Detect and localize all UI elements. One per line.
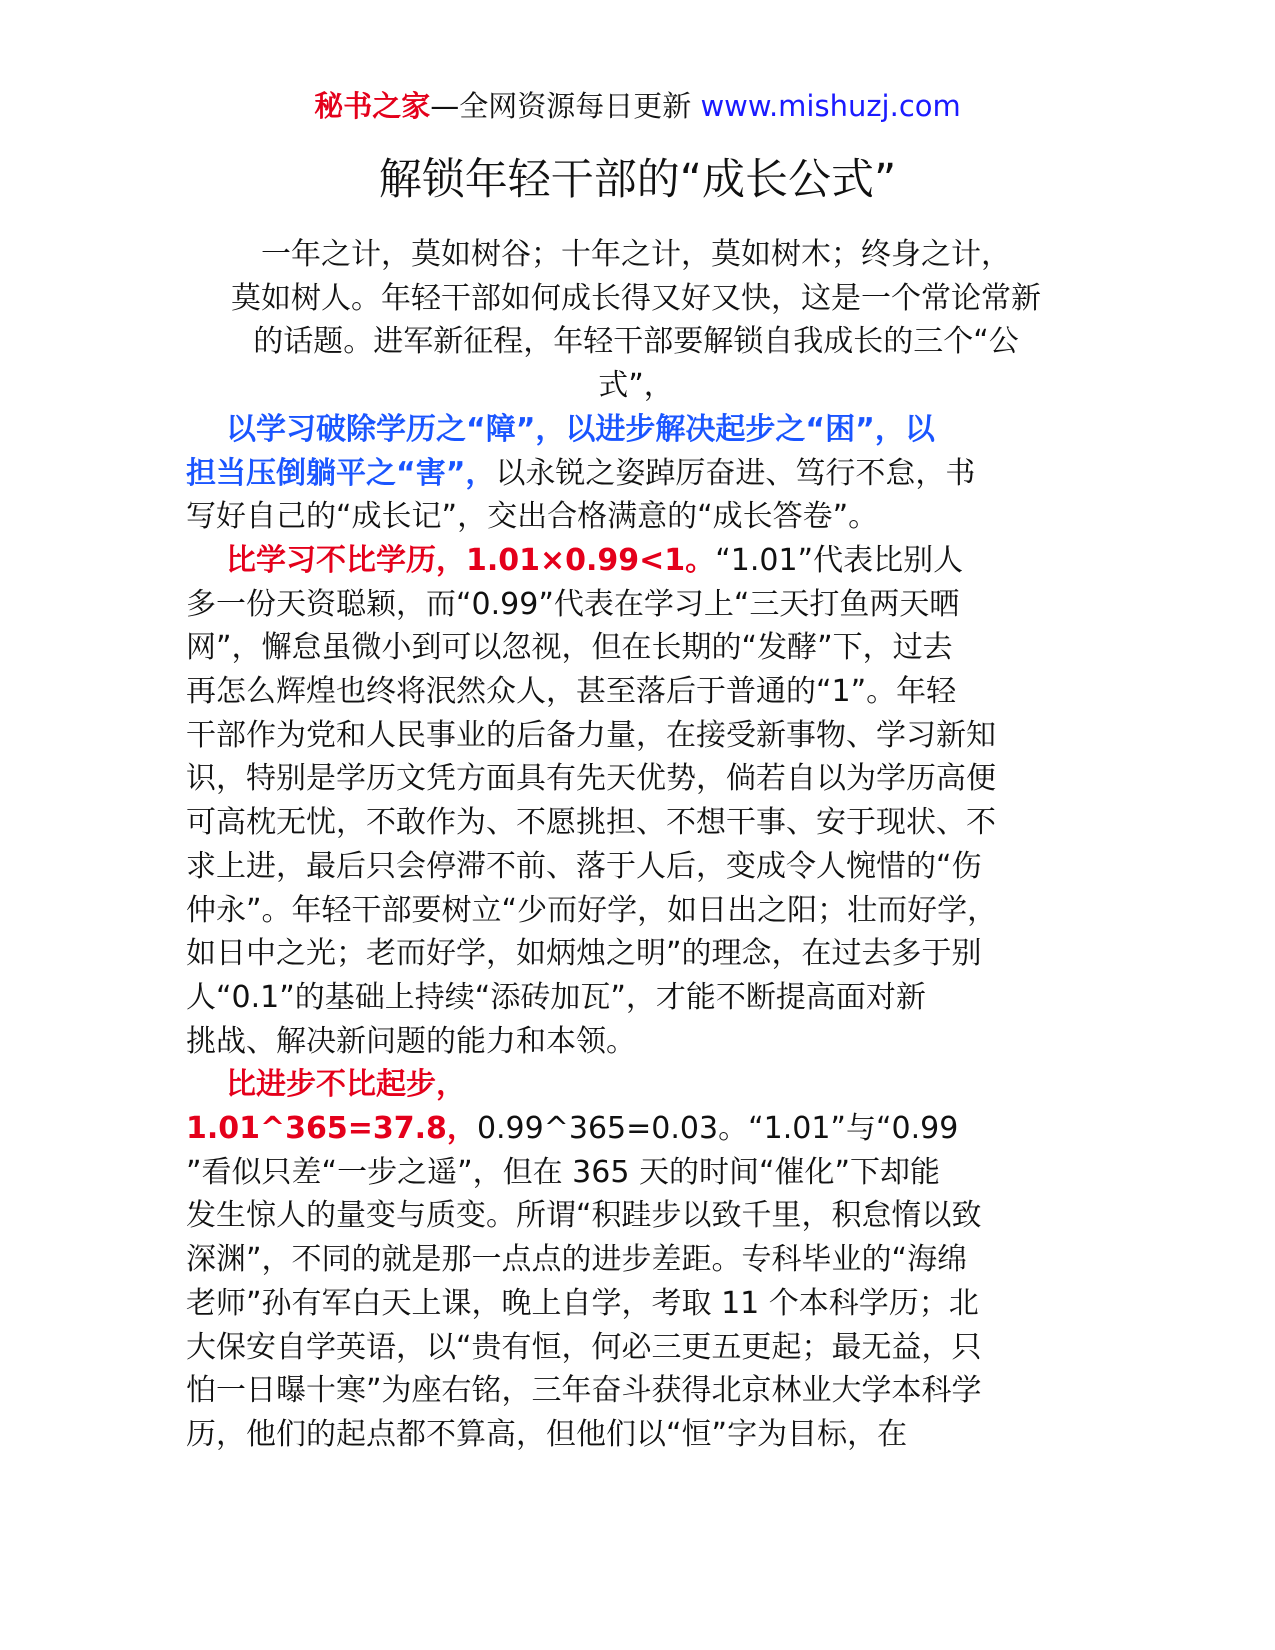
section-study-line: 再怎么辉煌也终将泯然众人，甚至落后于普通的“1”。年轻	[186, 674, 957, 710]
section-study-text: “1.01”代表比别人	[715, 542, 964, 578]
section-study-line: 识，特别是学历文凭方面具有先天优势，倘若自以为学历高便	[186, 761, 996, 797]
section-study-line: 人“0.1”的基础上持续“添砖加瓦”，才能不断提高面对新	[186, 979, 926, 1015]
section-study-line: 求上进，最后只会停滞不前、落于人后，变成令人惋惜的“伤	[186, 848, 982, 884]
intro-line: 一年之计，莫如树谷；十年之计，莫如树木；终身之计，	[261, 237, 1011, 272]
section-study-heading: 比学习不比学历，1.01×0.99<1。	[226, 542, 716, 578]
section-study-line: 干部作为党和人民事业的后备力量，在接受新事物、学习新知	[186, 717, 996, 753]
section-progress-formula: 1.01^365=37.8，	[186, 1111, 477, 1147]
article-title: 解锁年轻干部的“成长公式”	[378, 155, 897, 205]
intro-line: 的话题。进军新征程，年轻干部要解锁自我成长的三个“公	[253, 324, 1019, 360]
section-study-line: 网”，懈怠虽微小到可以忽视，但在长期的“发酵”下，过去	[186, 630, 953, 666]
brand-name: 秘书之家	[314, 89, 431, 123]
article-body	[186, 233, 1086, 1457]
summary-text: 以永锐之姿踔厉奋进、笃行不怠，书	[495, 455, 976, 491]
site-header	[0, 86, 1275, 126]
section-progress-line: 老师”孙有军白天上课，晚上自学，考取 11 个本科学历；北	[186, 1285, 979, 1321]
section-progress-heading: 比进步不比起步，	[226, 1067, 466, 1103]
section-progress-line: 历，他们的起点都不算高，但他们以“恒”字为目标，在	[186, 1416, 908, 1452]
section-progress-line: 怕一日曝十寒”为座右铭，三年奋斗获得北京林业大学本科学	[186, 1373, 982, 1409]
section-progress-line: 深渊”，不同的就是那一点点的进步差距。专科毕业的“海绵	[186, 1242, 968, 1278]
section-study-line: 仲永”。年轻干部要树立“少而好学，如日出之阳；壮而好学，	[186, 892, 998, 928]
intro-paragraph	[186, 233, 1086, 408]
intro-line: 式”，	[598, 368, 674, 404]
section-study-line: 挑战、解决新问题的能力和本领。	[186, 1023, 636, 1059]
summary-bold-fragment: 担当压倒躺平之“害”，	[186, 455, 496, 491]
summary-paragraph	[186, 408, 1086, 539]
section-progress-line: ”看似只差“一步之遥”，但在 365 天的时间“催化”下却能	[186, 1154, 941, 1190]
section-study-line: 多一份天资聪颖，而“0.99”代表在学习上“三天打鱼两天晒	[186, 586, 960, 622]
summary-line: 写好自己的“成长记”，交出合格满意的“成长答卷”。	[186, 499, 879, 535]
section-progress-line: 发生惊人的量变与质变。所谓“积跬步以致千里，积怠惰以致	[186, 1198, 982, 1234]
section-study-line: 如日中之光；老而好学，如炳烛之明”的理念，在过去多于别	[186, 936, 982, 972]
summary-bold-line: 以学习破除学历之“障”，以进步解决起步之“困”，以	[226, 411, 935, 447]
section-progress-text: 0.99^365=0.03。“1.01”与“0.99	[476, 1111, 959, 1147]
section-progress-paragraph	[186, 1063, 1086, 1456]
intro-line: 莫如树人。年轻干部如何成长得又好又快，这是一个常论常新	[231, 280, 1041, 316]
section-study-line: 可高枕无忧，不敢作为、不愿挑担、不想干事、安于现状、不	[186, 805, 996, 841]
site-url-link[interactable]: www.mishuzj.com	[700, 89, 961, 123]
header-slogan: —全网资源每日更新	[430, 89, 701, 123]
section-progress-line: 大保安自学英语，以“贵有恒，何必三更五更起；最无益，只	[186, 1329, 982, 1365]
section-study-paragraph	[186, 539, 1086, 1063]
